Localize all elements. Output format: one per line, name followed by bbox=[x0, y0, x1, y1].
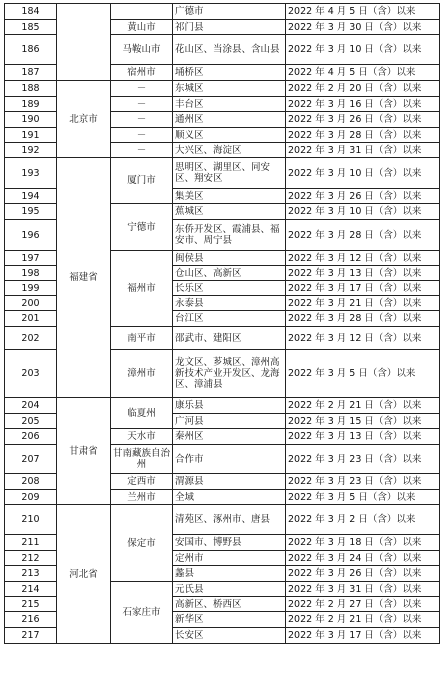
row-number: 186 bbox=[5, 35, 57, 65]
row-number: 209 bbox=[5, 490, 57, 505]
row-number: 213 bbox=[5, 566, 57, 582]
table-row bbox=[5, 4, 440, 20]
row-number: 190 bbox=[5, 112, 57, 128]
date-cell: 2022 年 3 月 16 日（含）以来 bbox=[286, 97, 440, 112]
district-cell: 康乐县 bbox=[173, 398, 286, 414]
row-number: 203 bbox=[5, 350, 57, 398]
date-cell: 2022 年 3 月 31 日（含）以来 bbox=[286, 582, 440, 597]
date-cell: 2022 年 3 月 17 日（含）以来 bbox=[286, 628, 440, 644]
row-number: 216 bbox=[5, 612, 57, 628]
district-cell: 定州市 bbox=[173, 551, 286, 566]
district-cell: 高新区、桥西区 bbox=[173, 597, 286, 612]
row-number: 217 bbox=[5, 628, 57, 644]
table-row bbox=[5, 398, 440, 414]
date-cell: 2022 年 3 月 23 日（含）以来 bbox=[286, 474, 440, 490]
province-cell: 北京市 bbox=[57, 81, 111, 158]
table-row bbox=[5, 505, 440, 535]
row-number: 214 bbox=[5, 582, 57, 597]
city-cell: 临夏州 bbox=[111, 398, 173, 429]
date-cell: 2022 年 3 月 12 日（含）以来 bbox=[286, 251, 440, 266]
date-cell: 2022 年 3 月 23 日（含）以来 bbox=[286, 445, 440, 474]
row-number: 189 bbox=[5, 97, 57, 112]
row-number: 215 bbox=[5, 597, 57, 612]
district-cell: 集美区 bbox=[173, 189, 286, 204]
district-cell: 仓山区、高新区 bbox=[173, 266, 286, 281]
city-cell bbox=[111, 4, 173, 20]
city-cell: 漳州市 bbox=[111, 350, 173, 398]
city-cell: 马鞍山市 bbox=[111, 35, 173, 65]
date-cell: 2022 年 3 月 31 日（含）以来 bbox=[286, 143, 440, 158]
district-cell: 广河县 bbox=[173, 414, 286, 429]
date-cell: 2022 年 2 月 27 日（含）以来 bbox=[286, 597, 440, 612]
city-cell: － bbox=[111, 81, 173, 97]
row-number: 200 bbox=[5, 296, 57, 311]
row-number: 198 bbox=[5, 266, 57, 281]
district-cell: 合作市 bbox=[173, 445, 286, 474]
date-cell: 2022 年 3 月 26 日（含）以来 bbox=[286, 112, 440, 128]
date-cell: 2022 年 3 月 10 日（含）以来 bbox=[286, 204, 440, 220]
date-cell: 2022 年 3 月 12 日（含）以来 bbox=[286, 327, 440, 350]
row-number: 193 bbox=[5, 158, 57, 189]
date-cell: 2022 年 3 月 18 日（含）以来 bbox=[286, 535, 440, 551]
date-cell: 2022 年 3 月 13 日（含）以来 bbox=[286, 429, 440, 445]
district-cell: 全域 bbox=[173, 490, 286, 505]
district-cell: 长安区 bbox=[173, 628, 286, 644]
date-cell: 2022 年 3 月 2 日（含）以来 bbox=[286, 505, 440, 535]
row-number: 195 bbox=[5, 204, 57, 220]
city-cell: 石家庄市 bbox=[111, 582, 173, 644]
date-cell: 2022 年 2 月 21 日（含）以来 bbox=[286, 398, 440, 414]
table-row bbox=[5, 81, 440, 97]
city-cell: － bbox=[111, 143, 173, 158]
city-cell: － bbox=[111, 128, 173, 143]
district-cell: 埇桥区 bbox=[173, 65, 286, 81]
row-number: 206 bbox=[5, 429, 57, 445]
date-cell: 2022 年 3 月 26 日（含）以来 bbox=[286, 189, 440, 204]
row-number: 212 bbox=[5, 551, 57, 566]
row-number: 192 bbox=[5, 143, 57, 158]
row-number: 197 bbox=[5, 251, 57, 266]
province-cell bbox=[57, 4, 111, 81]
date-cell: 2022 年 2 月 21 日（含）以来 bbox=[286, 612, 440, 628]
row-number: 202 bbox=[5, 327, 57, 350]
district-cell: 蕉城区 bbox=[173, 204, 286, 220]
province-cell: 河北省 bbox=[57, 505, 111, 644]
date-cell: 2022 年 2 月 20 日（含）以来 bbox=[286, 81, 440, 97]
row-number: 187 bbox=[5, 65, 57, 81]
district-cell: 蠡县 bbox=[173, 566, 286, 582]
district-cell: 闽侯县 bbox=[173, 251, 286, 266]
city-cell: 福州市 bbox=[111, 251, 173, 327]
district-cell: 东城区 bbox=[173, 81, 286, 97]
row-number: 185 bbox=[5, 20, 57, 35]
row-number: 205 bbox=[5, 414, 57, 429]
district-cell: 邵武市、建阳区 bbox=[173, 327, 286, 350]
district-cell: 广德市 bbox=[173, 4, 286, 20]
date-cell: 2022 年 3 月 30 日（含）以来 bbox=[286, 20, 440, 35]
district-cell: 大兴区、海淀区 bbox=[173, 143, 286, 158]
date-cell: 2022 年 3 月 26 日（含）以来 bbox=[286, 566, 440, 582]
district-cell: 新华区 bbox=[173, 612, 286, 628]
district-cell: 长乐区 bbox=[173, 281, 286, 296]
city-cell: 厦门市 bbox=[111, 158, 173, 204]
date-cell: 2022 年 3 月 13 日（含）以来 bbox=[286, 266, 440, 281]
row-number: 208 bbox=[5, 474, 57, 490]
district-cell: 祁门县 bbox=[173, 20, 286, 35]
city-cell: 宁德市 bbox=[111, 204, 173, 251]
district-cell: 渭源县 bbox=[173, 474, 286, 490]
district-cell: 台江区 bbox=[173, 311, 286, 327]
city-cell: 天水市 bbox=[111, 429, 173, 445]
city-cell: 宿州市 bbox=[111, 65, 173, 81]
district-cell: 丰台区 bbox=[173, 97, 286, 112]
district-cell: 龙文区、芗城区、漳州高新技术产业开发区、龙海区、漳浦县 bbox=[173, 350, 286, 398]
city-cell: 定西市 bbox=[111, 474, 173, 490]
date-cell: 2022 年 4 月 5 日（含）以来 bbox=[286, 65, 440, 81]
district-cell: 思明区、湖里区、同安区、翔安区 bbox=[173, 158, 286, 189]
date-cell: 2022 年 3 月 28 日（含）以来 bbox=[286, 220, 440, 251]
province-cell: 甘肃省 bbox=[57, 398, 111, 505]
row-number: 191 bbox=[5, 128, 57, 143]
date-cell: 2022 年 4 月 5 日（含）以来 bbox=[286, 4, 440, 20]
city-cell: 黄山市 bbox=[111, 20, 173, 35]
district-cell: 元氏县 bbox=[173, 582, 286, 597]
district-cell: 安国市、博野县 bbox=[173, 535, 286, 551]
district-cell: 秦州区 bbox=[173, 429, 286, 445]
date-cell: 2022 年 3 月 28 日（含）以来 bbox=[286, 128, 440, 143]
district-cell: 清苑区、涿州市、唐县 bbox=[173, 505, 286, 535]
city-cell: 甘南藏族自治州 bbox=[111, 445, 173, 474]
city-cell: 兰州市 bbox=[111, 490, 173, 505]
row-number: 211 bbox=[5, 535, 57, 551]
city-cell: 南平市 bbox=[111, 327, 173, 350]
date-cell: 2022 年 3 月 24 日（含）以来 bbox=[286, 551, 440, 566]
date-cell: 2022 年 3 月 21 日（含）以来 bbox=[286, 296, 440, 311]
date-cell: 2022 年 3 月 17 日（含）以来 bbox=[286, 281, 440, 296]
district-cell: 东侨开发区、霞浦县、福安市、周宁县 bbox=[173, 220, 286, 251]
date-cell: 2022 年 3 月 5 日（含）以来 bbox=[286, 350, 440, 398]
date-cell: 2022 年 3 月 5 日（含）以来 bbox=[286, 490, 440, 505]
row-number: 210 bbox=[5, 505, 57, 535]
date-cell: 2022 年 3 月 10 日（含）以来 bbox=[286, 35, 440, 65]
row-number: 207 bbox=[5, 445, 57, 474]
district-cell: 永泰县 bbox=[173, 296, 286, 311]
table-row bbox=[5, 158, 440, 189]
date-cell: 2022 年 3 月 10 日（含）以来 bbox=[286, 158, 440, 189]
row-number: 199 bbox=[5, 281, 57, 296]
district-cell: 通州区 bbox=[173, 112, 286, 128]
city-cell: － bbox=[111, 112, 173, 128]
row-number: 184 bbox=[5, 4, 57, 20]
province-cell: 福建省 bbox=[57, 158, 111, 398]
row-number: 188 bbox=[5, 81, 57, 97]
row-number: 194 bbox=[5, 189, 57, 204]
row-number: 204 bbox=[5, 398, 57, 414]
district-cell: 花山区、当涂县、含山县 bbox=[173, 35, 286, 65]
city-cell: 保定市 bbox=[111, 505, 173, 582]
region-date-table bbox=[4, 3, 440, 644]
date-cell: 2022 年 3 月 15 日（含）以来 bbox=[286, 414, 440, 429]
date-cell: 2022 年 3 月 28 日（含）以来 bbox=[286, 311, 440, 327]
row-number: 196 bbox=[5, 220, 57, 251]
row-number: 201 bbox=[5, 311, 57, 327]
district-cell: 顺义区 bbox=[173, 128, 286, 143]
city-cell: － bbox=[111, 97, 173, 112]
